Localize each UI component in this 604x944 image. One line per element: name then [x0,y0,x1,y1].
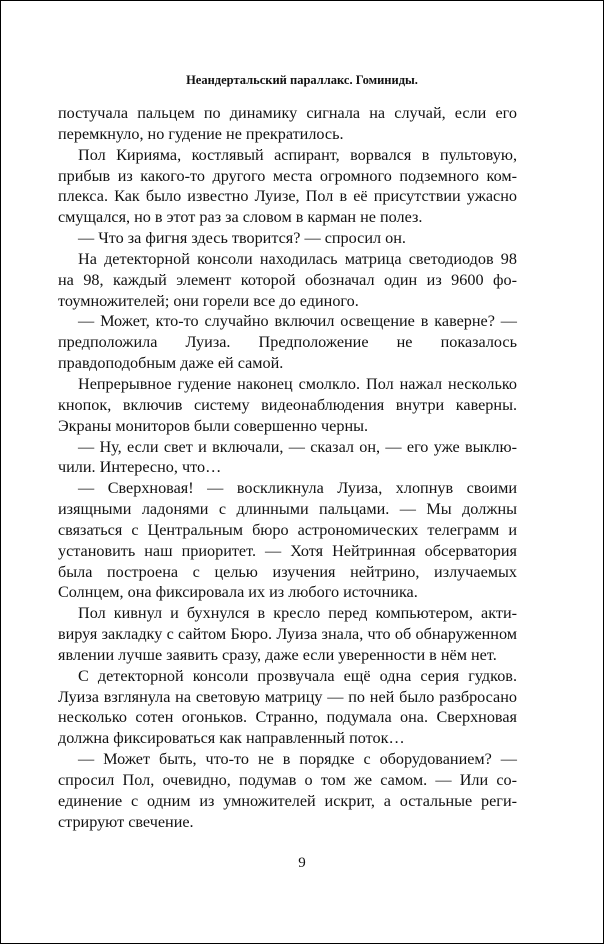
body-text [58,103,517,833]
page-number: 9 [298,855,306,871]
paragraph: С детекторной консоли прозвучала ещё одна серия гудков. Луиза взглянула на световую матрицу — по ней было разбросано несколько сотен огоньков. Странно, подумала она. Сверхновая должна фиксироваться как направленный поток… [58,666,517,748]
paragraph: постучала пальцем по динамику сигнала на случай, если его перемкнуло, но гудение не прекратилось. [58,104,517,143]
running-header: Неандертальский параллакс. Гоминиды. [186,73,418,87]
paragraph: — Может, кто-то случайно включил освещение в каверне? — предположила Луиза. Предположение не показалось правдоподобным даже ей самой. [58,312,517,373]
paragraph: — Сверхновая! — воскликнула Луиза, хлопнув своими изящными ладонями с длинными пальцами. — Мы должны связаться с Центральным бюро астрономических телеграмм и установить наш приоритет. — Хотя Нейтринная обсерватория была построена с целью изучения нейтрино, излучаемых Солнцем, она фиксировала их из любого источника. [58,479,517,602]
paragraph: — Что за фигня здесь творится? — спросил он. [78,229,406,248]
paragraph: Пол кивнул и бухнулся в кресло перед компьютером, активируя закладку с сайтом Бюро. Луиза знала, что об обнаруженном явлении лучше заявить сразу, даже если уверенности в нём нет. [58,604,517,664]
paragraph: Пол Кирияма, костлявый аспирант, ворвался в пультовую, прибыв из какого-то другого места огромного подземного комплекса. Как было известно Луизе, Пол в её присутствии ужасно смущался, но в этот раз за словом в карман не полез. [58,145,517,227]
paragraph: — Может быть, что-то не в порядке с оборудованием? — спросил Пол, очевидно, подумав о том же самом. — Или соединение с одним из умножителей искрит, а остальные регистрируют свечение. [58,750,517,831]
paragraph: Непрерывное гудение наконец смолкло. Пол нажал несколько кнопок, включив систему видеонаблюдения внутри каверны. Экраны мониторов были совершенно черны. [58,374,517,435]
paragraph: На детекторной консоли находилась матрица светодиодов 98 на 98, каждый элемент которой обозначал один из 9600 фотоумножителей; они горели все до единого. [58,249,517,310]
paragraph: — Ну, если свет и включали, — сказал он, — его уже выключили. Интересно, что… [58,437,517,477]
